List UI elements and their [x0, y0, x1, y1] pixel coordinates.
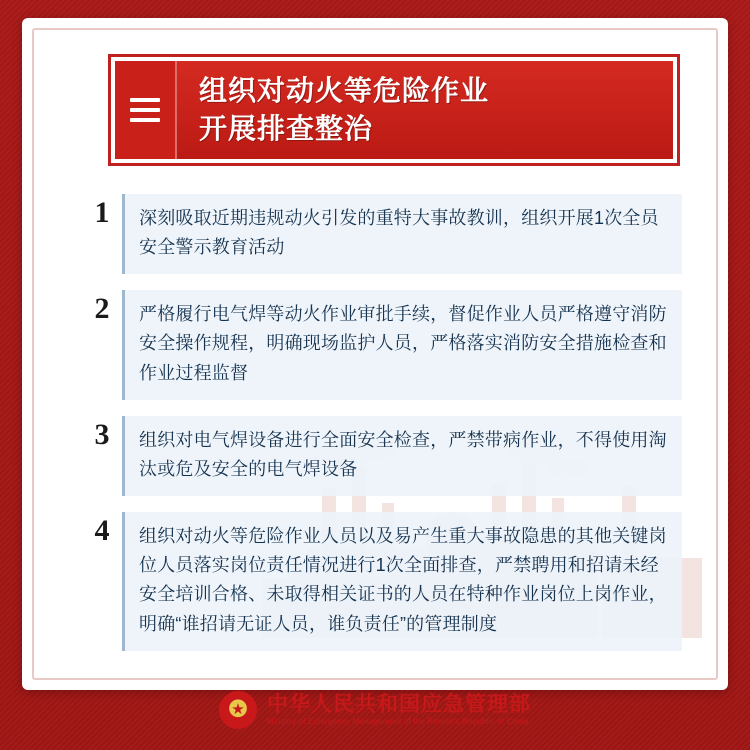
list-item-number: 1: [94, 196, 110, 229]
page-title-line-2: 开展排查整治: [199, 113, 374, 144]
organization-name-cn: 中华人民共和国应急管理部: [267, 693, 531, 717]
list-item: [82, 416, 682, 496]
list-item-text: 深刻吸取近期违规动火引发的重特大事故教训，组织开展1次全员安全警示教育活动: [122, 194, 682, 274]
list-item-text: 组织对动火等危险作业人员以及易产生重大事故隐患的其他关键岗位人员落实岗位责任情况进行1次全面排查，严禁聘用和招请未经安全培训合格、未取得相关证书的人员在特种作业岗位上岗作业，明确“谁招请无证人员，谁负责任”的管理制度: [122, 512, 682, 651]
list-item-text: 组织对电气焊设备进行全面安全检查，严禁带病作业，不得使用淘汰或危及安全的电气焊设备: [122, 416, 682, 496]
list-item: [82, 512, 682, 651]
page-title: [177, 72, 489, 148]
organization-name-en: Ministry of Emergency Management of the People's Republic of China: [267, 717, 529, 727]
header-banner: [108, 54, 680, 166]
list-item-text: 严格履行电气焊等动火作业审批手续，督促作业人员严格遵守消防安全操作规程，明确现场监护人员，严格落实消防安全措施检查和作业过程监督: [122, 290, 682, 399]
header-inner: [115, 61, 673, 159]
list-item-number: 2: [94, 292, 110, 326]
poster-card: [22, 18, 728, 690]
list-item-number: 3: [94, 417, 110, 451]
list-item-number: 4: [94, 514, 110, 548]
footer-text: [267, 693, 531, 726]
list-item: [82, 194, 682, 274]
hamburger-menu-icon[interactable]: [115, 61, 177, 159]
footer: [0, 684, 750, 736]
requirement-list: [82, 194, 682, 667]
list-item: [82, 290, 682, 399]
page-title-line-1: 组织对动火等危险作业: [199, 75, 490, 107]
national-emblem-icon: [219, 691, 257, 729]
